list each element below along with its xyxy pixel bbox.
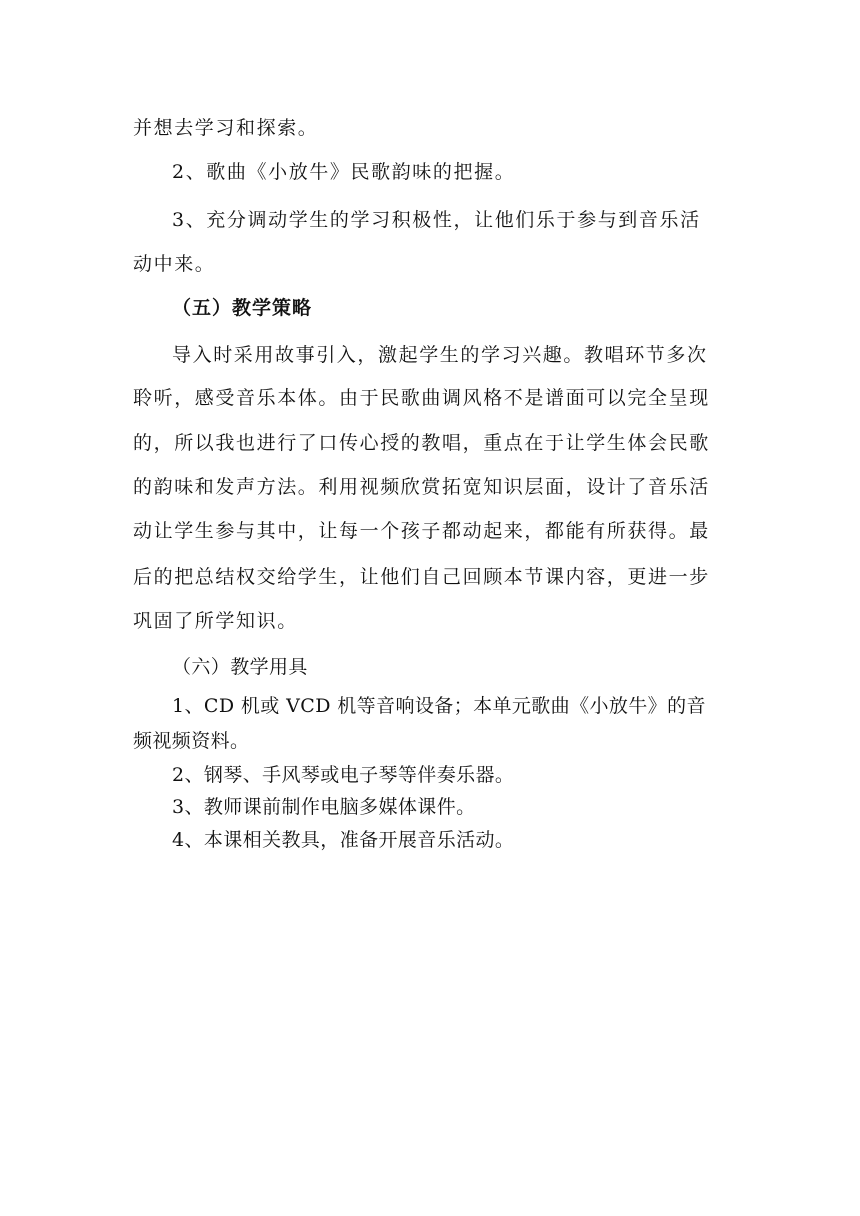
text-line: 的，所以我也进行了口传心授的教唱，重点在于让学生体会民歌	[133, 432, 710, 454]
text-line: 巩固了所学知识。	[133, 610, 298, 632]
text-line: 后的把总结权交给学生，让他们自己回顾本节课内容，更进一步	[133, 566, 710, 588]
text-line: 动中来。	[133, 253, 216, 275]
list-item: 2、钢琴、手风琴或电子琴等伴奏乐器。	[172, 764, 515, 786]
text-line: 导入时采用故事引入，激起学生的学习兴趣。教唱环节多次	[172, 344, 708, 366]
list-item: 3、教师课前制作电脑多媒体课件。	[172, 796, 476, 818]
text-line: 并想去学习和探索。	[133, 117, 319, 139]
text-line: 2、歌曲《小放牛》民歌韵味的把握。	[172, 161, 516, 183]
text-line: 聆听，感受音乐本体。由于民歌曲调风格不是谱面可以完全呈现	[133, 387, 710, 409]
list-item: 4、本课相关教具，准备开展音乐活动。	[172, 829, 515, 851]
section-heading: （五）教学策略	[172, 297, 313, 319]
text-line: 的韵味和发声方法。利用视频欣赏拓宽知识层面，设计了音乐活	[133, 476, 710, 498]
list-item-continuation: 频视频资料。	[133, 730, 250, 752]
list-item: 1、CD 机或 VCD 机等音响设备；本单元歌曲《小放牛》的音	[172, 695, 706, 717]
text-line: 动让学生参与其中，让每一个孩子都动起来，都能有所获得。最	[133, 520, 710, 542]
section-heading: （六）教学用具	[172, 656, 308, 678]
text-line: 3、充分调动学生的学习积极性，让他们乐于参与到音乐活	[172, 209, 701, 231]
